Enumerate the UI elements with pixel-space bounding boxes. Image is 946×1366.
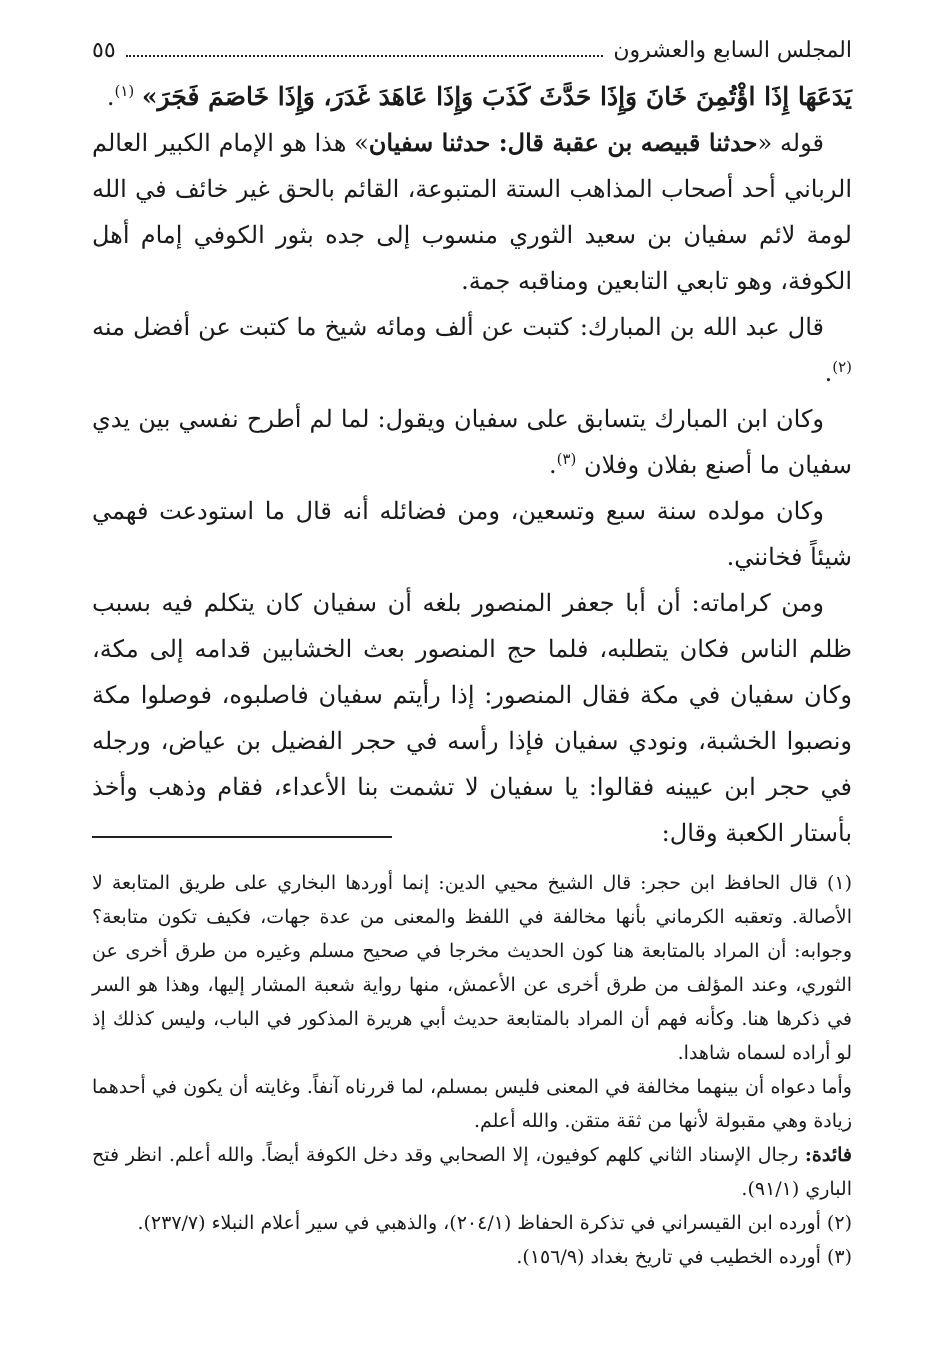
footnote-ref-2: (٢)	[832, 358, 852, 376]
main-text	[92, 74, 852, 856]
p1-isnad: حدثنا قبيصه بن عقبة قال: حدثنا سفيان	[368, 128, 758, 157]
paragraph-ibn-mubarak-quote	[92, 304, 852, 396]
hadith-paragraph	[92, 74, 852, 120]
paragraph-sufyan-intro	[92, 120, 852, 304]
book-page	[92, 30, 852, 1330]
note-label: فائدة:	[804, 1144, 852, 1166]
footnote-ref-1: (١)	[114, 82, 135, 100]
dotted-leader	[126, 43, 604, 57]
running-head	[92, 30, 852, 70]
footnote-2: (٢) أورده ابن القيسراني في تذكرة الحفاظ (٢٠٤/١)، والذهبي في سير أعلام النبلاء (٢٣٧/٧).	[137, 1212, 852, 1234]
p3-end: .	[548, 451, 557, 479]
footnotes	[92, 866, 852, 1274]
footnote-separator	[92, 836, 392, 838]
paragraph-ibn-mubarak-race	[92, 396, 852, 488]
p2-end: .	[824, 359, 833, 387]
paragraph-karamat: ومن كراماته: أن أبا جعفر المنصور بلغه أن سفيان كان يتكلم فيه بسبب ظلم الناس فكان يتطلبه، فلما حج المنصور بعث الخشابين قدامه إلى مكة، وكان سفيان في مكة فقال المنصور: إذا رأيتم سفيان فاصلبوه، فوصلوا مكة ونصبوا الخشبة، ونودي سفيان فإذا رأسه في حجر الفضيل بن عياض، ورجله في حجر ابن عيينه فقالوا: يا سفيان لا تشمت بنا الأعداء، فقام وذهب وأخذ بأستار الكعبة وقال:	[92, 589, 852, 847]
footnote-ref-3: (٣)	[556, 450, 577, 468]
footnote-1-note	[92, 1138, 852, 1206]
hadith-end: .	[106, 83, 115, 111]
p1-lead: قوله «	[757, 129, 824, 157]
p3-text: وكان ابن المبارك يتسابق على سفيان ويقول: لما لم أطرح نفسي بين يدي سفيان ما أصنع بفلان وفلان	[92, 405, 852, 479]
footnote-3: (٣) أورده الخطيب في تاريخ بغداد (١٥٦/٩).	[516, 1246, 852, 1268]
p2-text: قال عبد الله بن المبارك: كتبت عن ألف ومائه شيخ ما كتبت عن أفضل منه	[92, 313, 824, 341]
hadith-text: يَدَعَهَا إِذَا اؤْتُمِنَ خَانَ وَإِذَا حَدَّثَ كَذَبَ وَإِذَا عَاهَدَ غَدَرَ، وَإِذَا خَاصَمَ فَجَرَ»	[141, 82, 852, 111]
footnote-1-continued: وأما دعواه أن بينهما مخالفة في المعنى فليس بمسلم، لما قررناه آنفاً. وغايته أن يكون في أحدهما زيادة وهي مقبولة لأنها من ثقة متقن. والله أعلم.	[92, 1076, 852, 1132]
footnote-1: (١) قال الحافظ ابن حجر: قال الشيخ محيي الدين: إنما أوردها البخاري على طريق المتابعة لا الأصالة. وتعقبه الكرماني بأنها مخالفة في اللفظ والمعنى من عدة جهات، فكيف تكون متابعة؟ وجوابه: أن المراد بالمتابعة هنا كون الحديث مخرجا في صحيح مسلم وغيره من طرق أخرى عن الثوري، وعند المؤلف من طرق أخرى عن الأعمش، منها رواية شعبة المشار إليها، وهذا هو السر في ذكرها هنا. وكأنه فهم أن المراد بالمتابعة حديث أبي هريرة المذكور في الباب، وليس كذلك إذ لو أراده لسماه شاهدا.	[92, 872, 852, 1064]
chapter-title: المجلس السابع والعشرون	[613, 37, 852, 63]
page-number: ٥٥	[92, 37, 116, 63]
note-text: رجال الإسناد الثاني كلهم كوفيون، إلا الصحابي وقد دخل الكوفة أيضاً. والله أعلم. انظر فتح الباري (٩١/١).	[92, 1144, 852, 1200]
paragraph-birth: وكان مولده سنة سبع وتسعين، ومن فضائله أنه قال ما استودعت فهمي شيئاً فخانني.	[92, 497, 852, 571]
p1-rest: » هذا هو الإمام الكبير العالم الرباني أحد أصحاب المذاهب الستة المتبوعة، القائم بالحق غير خائف في الله لومة لائم سفيان بن سعيد الثوري منسوب إلى جده بثور الكوفي إمام أهل الكوفة، وهو تابعي التابعين ومناقبه جمة.	[92, 129, 852, 295]
